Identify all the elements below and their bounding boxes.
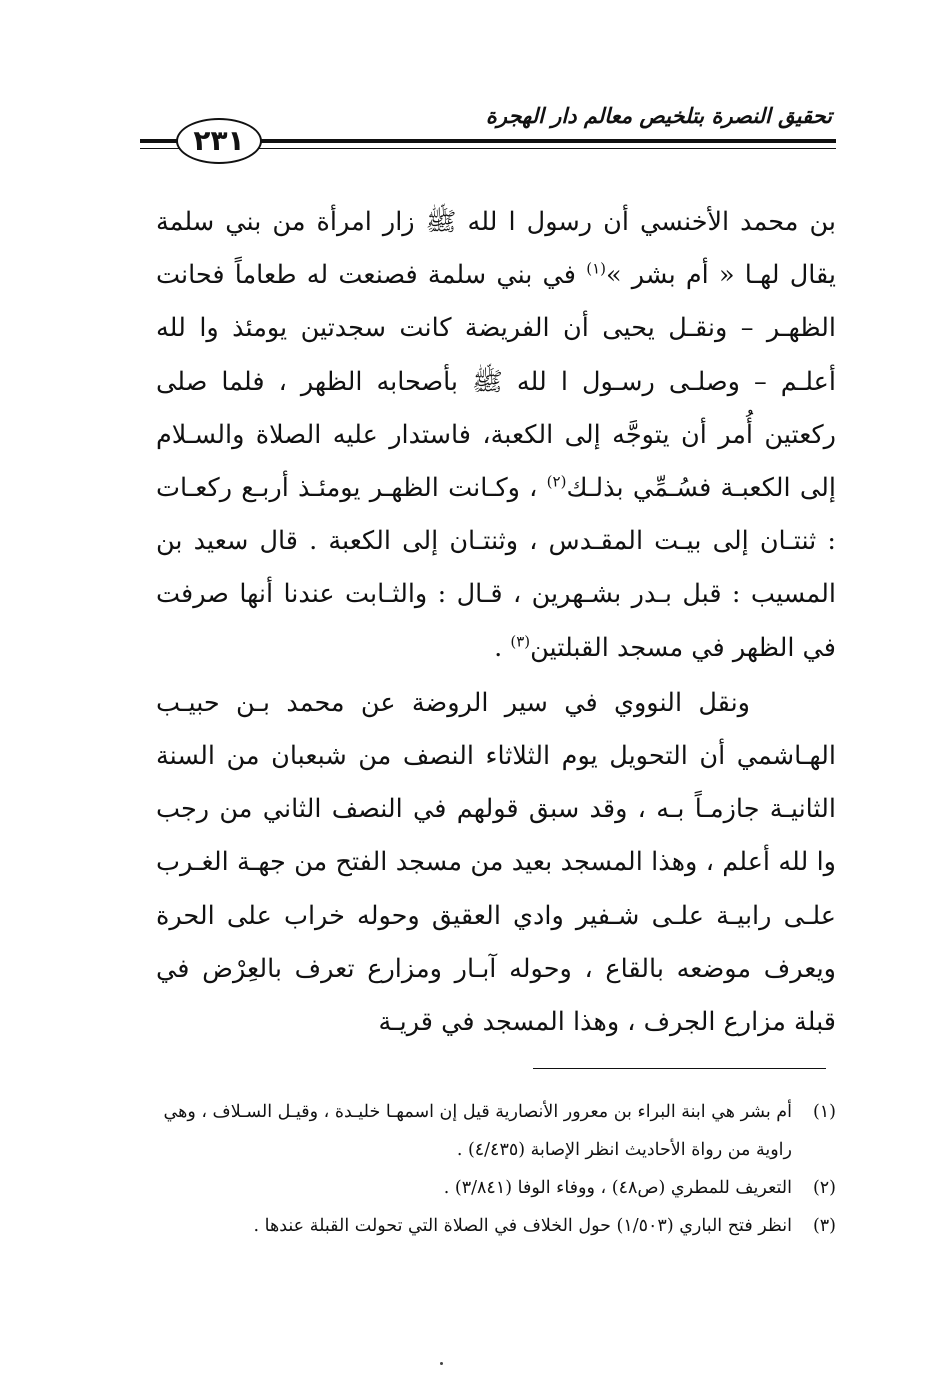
footnotes: [146, 1093, 836, 1245]
page-number-frame: [176, 118, 262, 164]
paragraph-2: ونقل النووي في سير الروضة عن محمد بـن حبيـب الهـاشمي أن التحويل يوم الثلاثاء النصف من شبعبان من السنة الثانيـة جازمـاً بـه ، وقد سبق قولهم في النصف الثاني من رجب وا لله أعلم ، وهذا المسجد بعيد من مسجد الفتح من جهـة الغـرب علـى رابيـة علـى شـفير وادي العقيق وحوله خراب على الحرة ويعرف موضعه بالقاع ، وحوله آبـار ومزارع تعرف بالعِرْض في قبلة مزارع الجرف ، وهذا المسجد في قريـة: [156, 687, 836, 1038]
header-rule-thick: [255, 139, 836, 143]
footnote-text: انظر فتح الباري (١/٥٠٣) حول الخلاف في الصلاة التي تحولت القبلة عندها .: [253, 1216, 792, 1236]
footnote-number: (٢): [812, 1178, 836, 1198]
footnote-text: التعريف للمطري (ص٤٨) ، ووفاء الوفا (٣/٨٤١) .: [443, 1178, 792, 1198]
footnote-1: [146, 1093, 836, 1169]
paragraph-1-text-a: بن محمد الأخنسي أن رسول ا لله ﷺ زار امرأة من بني سلمة يقال لهـا « أم بشر »: [156, 207, 836, 291]
footnote-number: (١): [812, 1102, 836, 1122]
paragraph-1-text-c: ، وكـانت الظهـر يومئـذ أربـع ركعـات : ثنتـان إلى بيـت المقـدس ، وثنتـان إلى الكعبة . قال سعيد بن المسيب : قبل بـدر بشـهرين ، قـال : والثـابت عندنا أنها صرفت في الظهر في مسجد القبلتين: [156, 473, 836, 663]
main-text: [156, 196, 836, 1049]
running-title: تحقيق النصرة بتلخيص معالم دار الهجرة: [485, 103, 832, 128]
footnote-separator: [533, 1068, 826, 1069]
page-number: ٢٣١: [193, 124, 245, 157]
footnote-text: أم بشر هي ابنة البراء بن معرور الأنصارية قيل إن اسمهـا خليـدة ، وقيـل السـلاف ، وهي راوية من رواة الأحاديث انظر الإصابة (٤/٤٣٥) .: [163, 1102, 792, 1160]
footnote-2: [146, 1169, 836, 1207]
header-rule-thin: [255, 148, 836, 149]
footnote-ref-2[interactable]: (٢): [546, 472, 567, 491]
header-rule-left-thick: [140, 139, 180, 143]
footnote-3: [146, 1207, 836, 1245]
header-rule-left-thin: [140, 148, 180, 149]
paragraph-1-text-d: .: [494, 632, 511, 663]
footnote-number: (٣): [812, 1216, 836, 1236]
paragraph-1: [156, 196, 836, 675]
footnote-ref-3[interactable]: (٣): [510, 632, 531, 651]
footnote-ref-1[interactable]: (١): [586, 259, 606, 278]
scan-speck: [440, 1362, 443, 1365]
paragraph-1-text-b: في بني سلمة فصنعت له طعاماً فحانت الظهـر – ونقـل يحيى أن الفريضة كانت سجدتين يومئذ وا لله أعلـم – وصلـى رسـول ا لله ﷺ بأصحابه الظهر ، فلما صلى ركعتين أُمر أن يتوجَّه إلى الكعبة، فاستدار عليه الصلاة والسـلام إلى الكعبـة فسُـمِّي بذلـك: [156, 260, 836, 504]
